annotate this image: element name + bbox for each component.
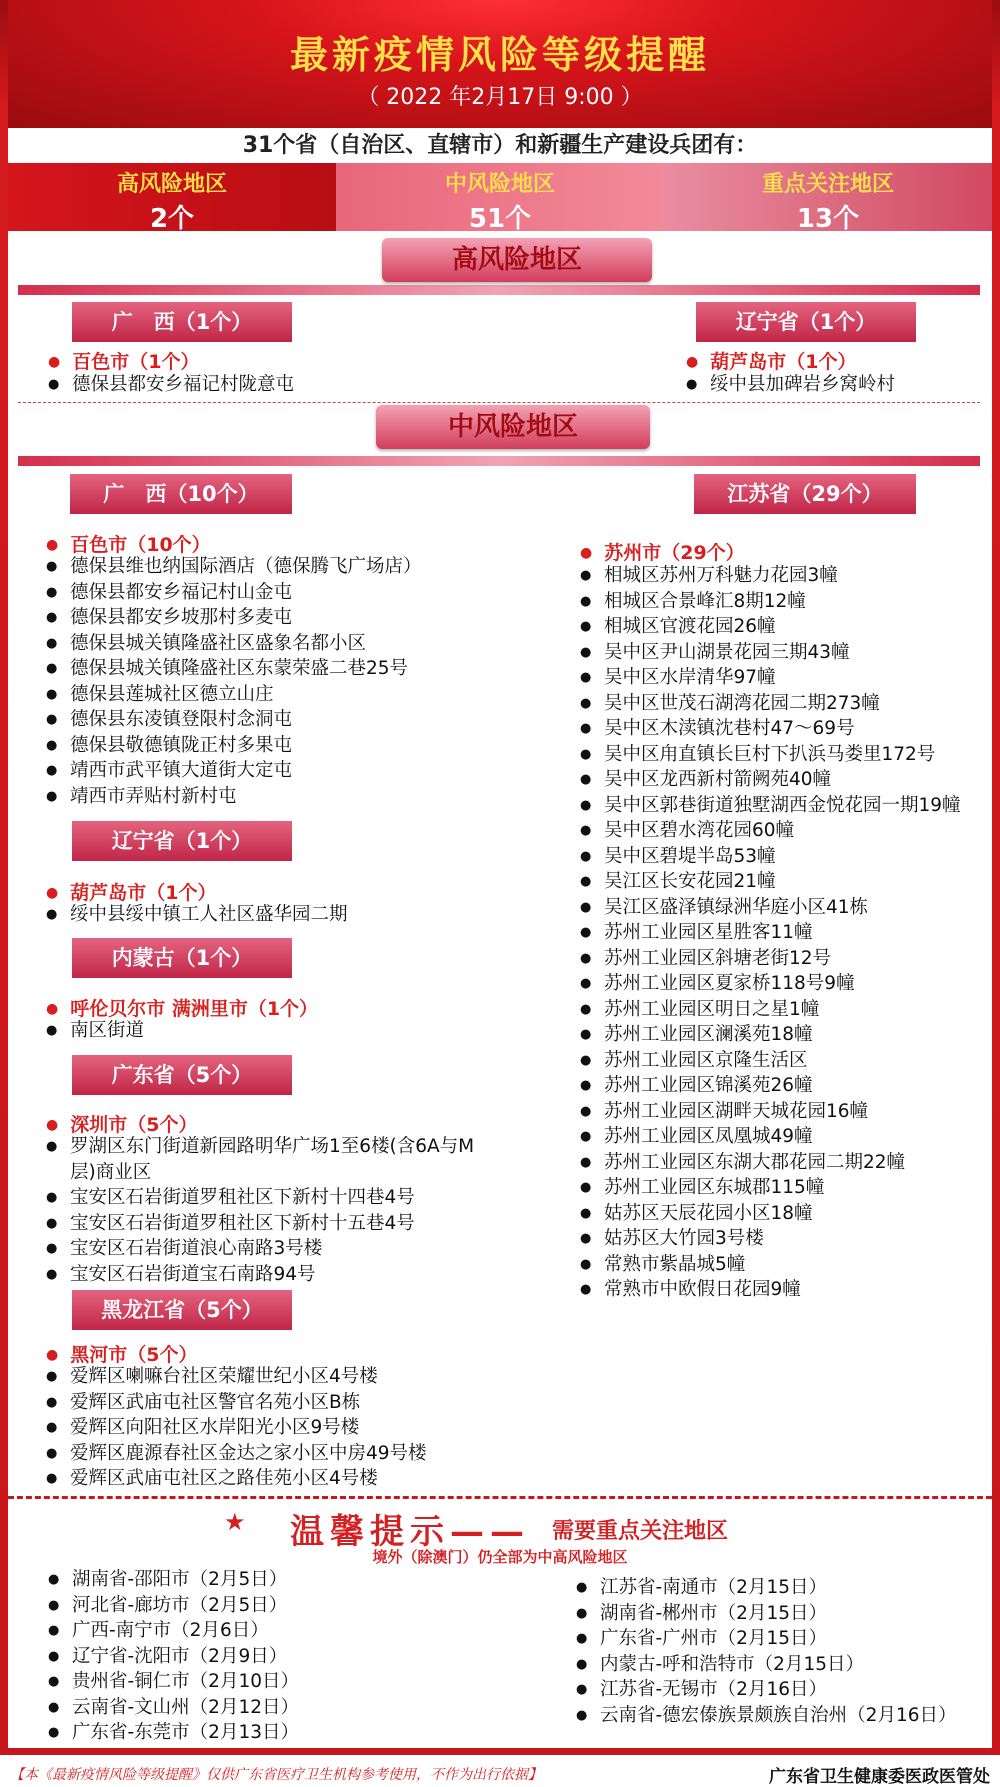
list-item: ● 江苏省-南通市（2月15日） — [576, 1575, 996, 1601]
list-item: ● 宝安区石岩街道罗租社区下新村十四巷4号 — [46, 1185, 496, 1211]
tips-list-right — [576, 1575, 996, 1728]
list-item: ● 常熟市中欧假日花园9幢 — [580, 1277, 980, 1303]
area-list — [46, 1134, 496, 1287]
list-item: ● 吴江区盛泽镇绿洲华庭小区41栋 — [580, 895, 980, 921]
summary-medium-label: 中风险地区 — [444, 172, 555, 197]
list-item: ● 吴江区长安花园21幢 — [580, 869, 980, 895]
list-item: ● 德保县维也纳国际酒店（德保腾飞广场店） — [46, 554, 526, 580]
summary-bar — [8, 163, 992, 234]
list-item: ● 苏州工业园区斜塘老街12号 — [580, 946, 980, 972]
footer — [0, 1752, 1000, 1787]
summary-high-label: 高风险地区 — [116, 172, 227, 197]
province-label: 辽宁省（1个） — [696, 302, 916, 342]
summary-medium — [336, 163, 664, 234]
list-item: ● 绥中县绥中镇工人社区盛华园二期 — [46, 902, 526, 928]
list-item: ● 苏州工业园区东湖大郡花园二期22幢 — [580, 1150, 980, 1176]
footer-source: 广东省卫生健康委医政医管处 — [769, 1767, 990, 1787]
section-divider — [18, 285, 980, 295]
area-list — [46, 1364, 526, 1492]
list-item: ● 靖西市武平镇大道街大定屯 — [46, 758, 526, 784]
list-item: ● 德保县都安乡福记村陇意屯 — [48, 372, 448, 398]
list-item: ● 江苏省-无锡市（2月16日） — [576, 1677, 996, 1703]
list-item: ● 靖西市弄贴村新村屯 — [46, 784, 526, 810]
list-item: ● 爱辉区武庙屯社区警官名苑小区B栋 — [46, 1390, 526, 1416]
list-item: ● 苏州工业园区澜溪苑18幢 — [580, 1022, 980, 1048]
list-item: ● 湖南省-邵阳市（2月5日） — [48, 1567, 468, 1593]
dashed-divider — [18, 402, 980, 403]
page-header — [8, 0, 992, 128]
province-label: 江苏省（29个） — [694, 474, 916, 514]
summary-heading: 31个省（自治区、直辖市）和新疆生产建设兵团有： — [242, 133, 758, 158]
list-item: ● 姑苏区天辰花园小区18幢 — [580, 1201, 980, 1227]
summary-focus-label: 重点关注地区 — [761, 172, 894, 197]
province-label: 广东省（5个） — [72, 1055, 292, 1095]
summary-focus-count: 13个 — [796, 204, 860, 234]
list-item: ● 广东省-东莞市（2月13日） — [48, 1720, 468, 1746]
list-item: ● 辽宁省-沈阳市（2月9日） — [48, 1644, 468, 1670]
province-label: 内蒙古（1个） — [72, 938, 292, 978]
summary-focus — [664, 163, 992, 234]
list-item: ● 云南省-文山州（2月12日） — [48, 1695, 468, 1721]
list-item: ● 德保县城关镇隆盛社区盛象名都小区 — [46, 631, 526, 657]
page-title: 最新疫情风险等级提醒 — [289, 33, 710, 77]
list-item: ● 姑苏区大竹园3号楼 — [580, 1226, 980, 1252]
province-label: 辽宁省（1个） — [72, 821, 292, 861]
list-item: ● 相城区苏州万科魅力花园3幢 — [580, 563, 980, 589]
section-divider — [18, 456, 980, 466]
list-item: ● 苏州工业园区湖畔天城花园16幢 — [580, 1099, 980, 1125]
list-item: ● 常熟市紫晶城5幢 — [580, 1252, 980, 1278]
area-list — [580, 563, 980, 1303]
tips-title: 温馨提示—— — [290, 1512, 530, 1552]
dashed-divider — [8, 1496, 992, 1499]
list-item: ● 内蒙古-呼和浩特市（2月15日） — [576, 1652, 996, 1678]
province-label: 广 西（1个） — [72, 302, 292, 342]
star-icon: ★ — [224, 1508, 246, 1536]
list-item: ● 爱辉区鹿源春社区金达之家小区中房49号楼 — [46, 1441, 526, 1467]
city-label: ● 百色市（10个） — [46, 530, 211, 557]
list-item: ● 贵州省-铜仁市（2月10日） — [48, 1669, 468, 1695]
tips-list-left — [48, 1567, 468, 1746]
city-label: ● 葫芦岛市（1个） — [46, 878, 216, 905]
list-item: ● 吴中区水岸清华97幢 — [580, 665, 980, 691]
update-date: （ 2022 年2月17日 9:00 ） — [357, 85, 643, 110]
summary-medium-count: 51个 — [468, 204, 532, 234]
list-item: ● 河北省-廊坊市（2月5日） — [48, 1593, 468, 1619]
list-item: ● 苏州工业园区夏家桥118号9幢 — [580, 971, 980, 997]
list-item: ● 德保县都安乡福记村山金屯 — [46, 580, 526, 606]
list-item: ● 绥中县加碑岩乡窝岭村 — [686, 372, 986, 398]
medium-risk-section-label: 中风险地区 — [376, 405, 650, 449]
list-item: ● 德保县敬德镇陇正村多果屯 — [46, 733, 526, 759]
area-list — [46, 902, 526, 928]
city-label: ● 苏州市（29个） — [580, 538, 745, 565]
list-item: ● 德保县东凌镇登限村念洞屯 — [46, 707, 526, 733]
city-label: ● 葫芦岛市（1个） — [686, 347, 856, 374]
list-item: ● 广西-南宁市（2月6日） — [48, 1618, 468, 1644]
list-item: ● 吴中区甪直镇长巨村下扒浜马娄里172号 — [580, 742, 980, 768]
high-risk-section-label: 高风险地区 — [382, 238, 652, 282]
list-item: ● 德保县城关镇隆盛社区东蒙荣盛二巷25号 — [46, 656, 526, 682]
city-label: ● 深圳市（5个） — [46, 1110, 197, 1137]
list-item: ● 苏州工业园区锦溪苑26幢 — [580, 1073, 980, 1099]
area-list — [46, 1018, 526, 1044]
list-item: ● 苏州工业园区凤凰城49幢 — [580, 1124, 980, 1150]
summary-high-count: 2个 — [149, 204, 195, 234]
area-list — [48, 372, 448, 398]
list-item: ● 南区街道 — [46, 1018, 526, 1044]
tips-subtitle: 需要重点关注地区 — [552, 1519, 729, 1544]
list-item: ● 吴中区郭巷街道独墅湖西金悦花园一期19幢 — [580, 793, 980, 819]
list-item: ● 吴中区碧水湾花园60幢 — [580, 818, 980, 844]
province-label: 广 西（10个） — [70, 474, 292, 514]
list-item: ● 爱辉区武庙屯社区之路佳苑小区4号楼 — [46, 1466, 526, 1492]
list-item: ● 爱辉区向阳社区水岸阳光小区9号楼 — [46, 1415, 526, 1441]
list-item: ● 苏州工业园区东城郡115幢 — [580, 1175, 980, 1201]
city-label: ● 黑河市（5个） — [46, 1340, 197, 1367]
list-item: ● 吴中区龙西新村箭阙苑40幢 — [580, 767, 980, 793]
list-item: ● 吴中区世茂石湖湾花园二期273幢 — [580, 691, 980, 717]
summary-high — [8, 163, 336, 234]
list-item: ● 吴中区碧堤半岛53幢 — [580, 844, 980, 870]
tips-note: 境外（除澳门）仍全部为中高风险地区 — [372, 1548, 628, 1566]
list-item: ● 吴中区木渎镇沈巷村47～69号 — [580, 716, 980, 742]
list-item: ● 苏州工业园区星胜客11幢 — [580, 920, 980, 946]
list-item: ● 相城区合景峰汇8期12幢 — [580, 589, 980, 615]
list-item: ● 苏州工业园区明日之星1幢 — [580, 997, 980, 1023]
province-label: 黑龙江省（5个） — [72, 1290, 292, 1330]
list-item: ● 广东省-广州市（2月15日） — [576, 1626, 996, 1652]
list-item: ● 云南省-德宏傣族景颇族自治州（2月16日） — [576, 1703, 996, 1729]
list-item: ● 湖南省-郴州市（2月15日） — [576, 1601, 996, 1627]
list-item: ● 相城区官渡花园26幢 — [580, 614, 980, 640]
list-item: ● 德保县莲城社区德立山庄 — [46, 682, 526, 708]
list-item: ● 罗湖区东门街道新园路明华广场1至6楼(含6A与M层)商业区 — [46, 1134, 496, 1185]
area-list — [46, 554, 526, 809]
list-item: ● 爱辉区喇嘛台社区荣耀世纪小区4号楼 — [46, 1364, 526, 1390]
list-item: ● 吴中区尹山湖景花园三期43幢 — [580, 640, 980, 666]
footer-disclaimer: 【本《最新疫情风险等级提醒》仅供广东省医疗卫生机构参考使用，不作为出行依据】 — [10, 1767, 542, 1783]
city-label: ● 百色市（1个） — [48, 347, 199, 374]
list-item: ● 德保县都安乡坡那村多麦屯 — [46, 605, 526, 631]
list-item: ● 宝安区石岩街道罗租社区下新村十五巷4号 — [46, 1211, 496, 1237]
list-item: ● 宝安区石岩街道浪心南路3号楼 — [46, 1236, 496, 1262]
list-item: ● 宝安区石岩街道宝石南路94号 — [46, 1262, 496, 1288]
list-item: ● 苏州工业园区京隆生活区 — [580, 1048, 980, 1074]
area-list — [686, 372, 986, 398]
city-label: ● 呼伦贝尔市 满洲里市（1个） — [46, 994, 318, 1021]
